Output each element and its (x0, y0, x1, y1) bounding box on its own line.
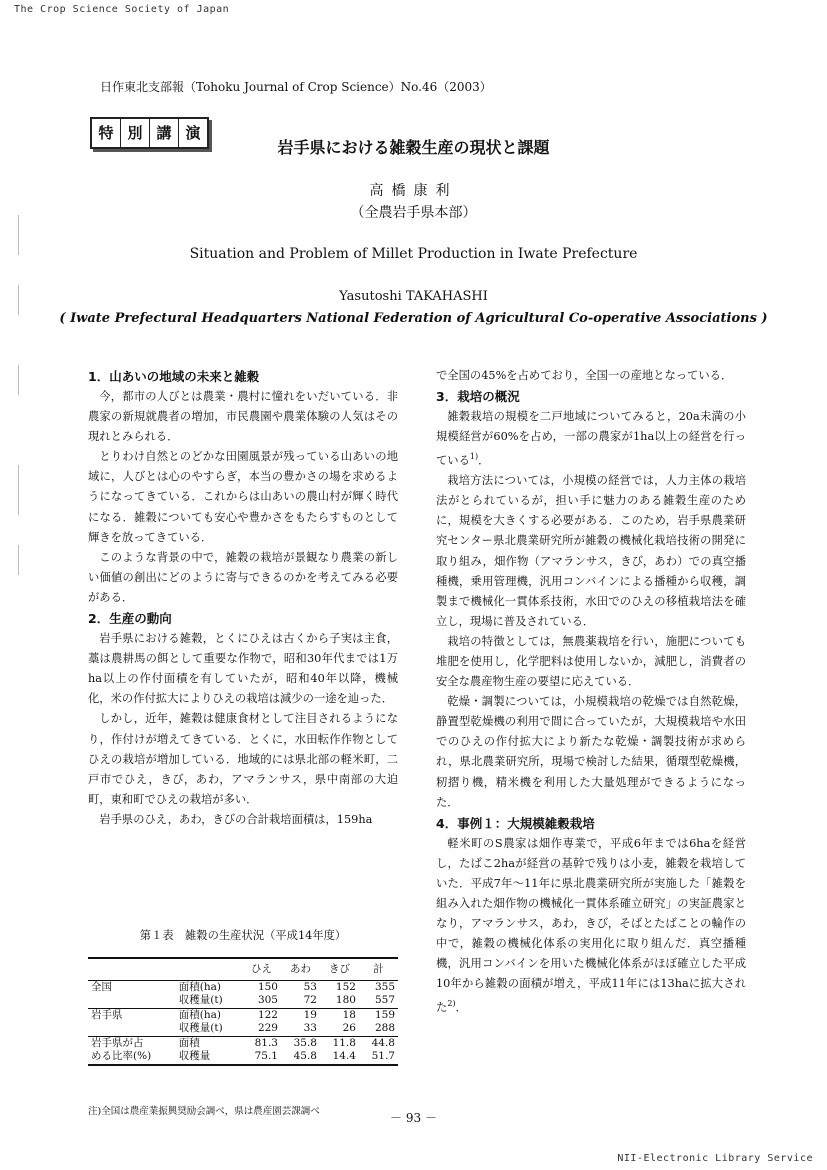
paragraph: 岩手県における雑穀，とくにひえは古くから子実は主食，藁は農耕馬の餌として重要な作物で，昭和30年代までは1万ha以上の作付面積を有していたが，昭和40年以降，機械化，米の作付拡大によりひえの栽培は減少の一途を辿った． (88, 632, 398, 706)
value-cell: 288 (374, 1022, 395, 1034)
paragraph-text: 雑穀栽培の規模を二戸地域についてみると，20a未満の小規模経営が60%を占め，一部の農家が1ha以上の経営を行っている (436, 410, 746, 468)
value-cell: 53 (303, 980, 317, 993)
section-heading: 3．栽培の概況 (436, 389, 520, 405)
header-cell (176, 958, 242, 980)
value-cell: 122 (242, 1008, 281, 1022)
paragraph-text: 軽米町のS農家は畑作専業で，平成6年までは6haを経営し，たばこ2haが経営の基幹で残りは小麦，雑穀を栽培していた．平成7年～11年に県北農業研究所が実施した「雑穀を組み入れた畑作物の機械化一貫体系確立研究」の実証農家となり，アマランサス，あわ，きび，そばとたばことの輪作の中で，雑穀の機械化体系の実用化に取り組んだ．真空播種機，汎用コンバインを用いた機械化体系がほぼ確立した平成10年から雑穀の面積が増え，平成11年には13haに拡大された (436, 836, 746, 1015)
item-cell: 収穫量(t) (178, 994, 223, 1006)
value-cell: 18 (320, 1008, 359, 1022)
item-cell: 収穫量(t) (178, 1022, 223, 1034)
value-cell: 35.8 (281, 1036, 320, 1050)
paragraph: で全国の45%を占めており，全国一の産地となっている． (436, 369, 733, 382)
right-column (436, 366, 746, 1018)
table-header-row (88, 958, 398, 980)
value-cell: 19 (281, 1008, 320, 1022)
paragraph: 岩手県のひえ，あわ，きびの合計栽培面積は，159ha (99, 812, 373, 826)
group-cell: 岩手県が占 (88, 1036, 176, 1050)
paragraph: しかし，近年，雑穀は健康食材として注目されるようになり，作付けが増えてきている．とくに，水田転作作物としてひえの栽培が増加している．地域的には県北部の軽米町，二戸市でひえ，きび，あわ，アマランサス，県中南部の大迫町，東和町でひえの栽培が多い． (88, 712, 398, 806)
paragraph: このような背景の中で，雑穀の栽培が景観なり農業の新しい価値の創出にどのように寄与できるのかを考えてみる必要がある． (88, 550, 398, 604)
production-table (88, 957, 398, 1066)
paragraph-end: ． (455, 1001, 467, 1015)
journal-citation: 日作東北支部報（Tohoku Journal of Crop Science）No.46（2003） (100, 80, 492, 94)
value-cell: 229 (257, 1022, 278, 1034)
header-cell (88, 958, 176, 980)
header-cell: きび (320, 958, 359, 980)
group-cell (88, 994, 176, 1008)
running-footer: NII-Electronic Library Service (617, 1153, 813, 1164)
table-row (88, 1008, 398, 1022)
value-cell: 44.8 (359, 1036, 398, 1050)
section-heading: 1．山あいの地域の未来と雑穀 (88, 369, 260, 384)
table-row (88, 1050, 398, 1065)
table-row (88, 1036, 398, 1050)
paragraph-end: ． (478, 454, 490, 468)
badge-char: 講 (150, 119, 179, 147)
value-cell: 11.8 (320, 1036, 359, 1050)
value-cell: 355 (374, 980, 395, 993)
paragraph: とりわけ自然とのどかな田園風景が残っている山あいの地域に，人びとは心のやすらぎ，本当の豊かさの場を求めるようになってきている．これからは山あいの農山村が輝く時代になる．雑穀についても安心や豊かさをもたらすものとして輝きを放ってきている． (88, 450, 398, 544)
value-cell: 26 (342, 1022, 356, 1034)
table-row (88, 1022, 398, 1036)
item-cell: 面積(ha) (176, 1008, 242, 1022)
value-cell: 51.7 (359, 1050, 398, 1065)
author-english: Yasutoshi TAKAHASHI (339, 289, 488, 304)
item-cell: 面積(ha) (178, 980, 221, 993)
reference-mark: 1) (469, 452, 479, 462)
group-cell: 全国 (91, 980, 112, 993)
value-cell: 75.1 (242, 1050, 281, 1065)
badge-char: 特 (92, 119, 121, 147)
value-cell: 72 (303, 994, 317, 1006)
title-japanese: 岩手県における雑穀生産の現状と課題 (277, 138, 550, 157)
paragraph: 今，都市の人びとは農業・農村に憧れをいだいている．非農家の新規就農者の増加，市民農園や農業体験の人気はその現れとみられる． (88, 390, 398, 444)
table-row (88, 994, 398, 1008)
left-column (88, 366, 398, 830)
paragraph: 乾燥・調製については，小規模栽培の乾燥では自然乾燥，静置型乾燥機の利用で間に合っていたが，大規模栽培や水田でのひえの作付拡大により新たな乾燥・調製技術が求められ，県北農業研究所，現場で検討した結果，循環型乾燥機，籾摺り機，精米機を利用した大量処理ができるようになった． (436, 695, 746, 809)
header-cell: ひえ (242, 958, 281, 980)
section-heading: 4．事例１：大規模雑穀栽培 (436, 815, 595, 831)
title-english: Situation and Problem of Millet Production in Iwate Prefecture (189, 246, 638, 262)
badge-char: 演 (185, 124, 201, 142)
value-cell: 150 (257, 980, 278, 993)
value-cell: 152 (335, 980, 356, 993)
value-cell: 305 (257, 994, 278, 1006)
group-cell: める比率(%) (88, 1050, 176, 1065)
value-cell: 557 (374, 994, 395, 1006)
affiliation-japanese: （全農岩手県本部） (350, 205, 477, 221)
badge-char: 別 (121, 119, 150, 147)
margin-marks (18, 215, 20, 615)
affiliation-english: ( Iwate Prefectural Headquarters National Federation of Agricultural Co-operative Associations ) (59, 311, 768, 326)
group-cell (88, 1022, 176, 1036)
table-row (88, 980, 398, 994)
value-cell: 81.3 (242, 1036, 281, 1050)
value-cell: 14.4 (320, 1050, 359, 1065)
paragraph: 栽培方法については，小規模の経営では，人力主体の栽培法がとられているが，担い手に魅力のある雑穀生産のために，規模を大きくする必要がある．このため，岩手県農業研究センター県北農業研究所が雑穀の機械化栽培技術の開発に取り組み，畑作物（アマランサス，きび，あわ）での真空播種機，乗用管理機，汎用コンバインによる播種から収穫，調製まで機械化一貫体系技術，水田でのひえの移植栽培法を確立し，現場に普及されている． (436, 474, 746, 628)
author-japanese: 高橋康利 (369, 183, 458, 199)
header-cell: あわ (281, 958, 320, 980)
section-heading: 2．生産の動向 (88, 611, 172, 627)
value-cell: 45.8 (281, 1050, 320, 1065)
value-cell: 33 (303, 1022, 317, 1034)
group-cell: 岩手県 (88, 1008, 176, 1022)
paragraph: 栽培の特徴としては，無農薬栽培を行い，施肥についても堆肥を使用し，化学肥料は使用しないか，減肥し，消費者の安全な農産物生産の要望に応えている． (436, 634, 746, 689)
table-caption: 第１表 雑穀の生産状況（平成14年度） (139, 929, 347, 942)
reference-mark: 2) (447, 999, 456, 1009)
paragraph (436, 407, 746, 471)
item-cell: 面積 (176, 1036, 242, 1050)
table-note: 注)全国は農産業振興奨励会調べ，県は農産園芸課調べ (88, 1106, 320, 1117)
header-cell: 計 (359, 958, 398, 980)
running-header: The Crop Science Society of Japan (14, 4, 230, 15)
value-cell: 180 (335, 994, 356, 1006)
page-number: － 93 － (390, 1111, 437, 1125)
item-cell: 収穫量 (176, 1050, 242, 1065)
paragraph (436, 834, 746, 1019)
value-cell: 159 (359, 1008, 398, 1022)
